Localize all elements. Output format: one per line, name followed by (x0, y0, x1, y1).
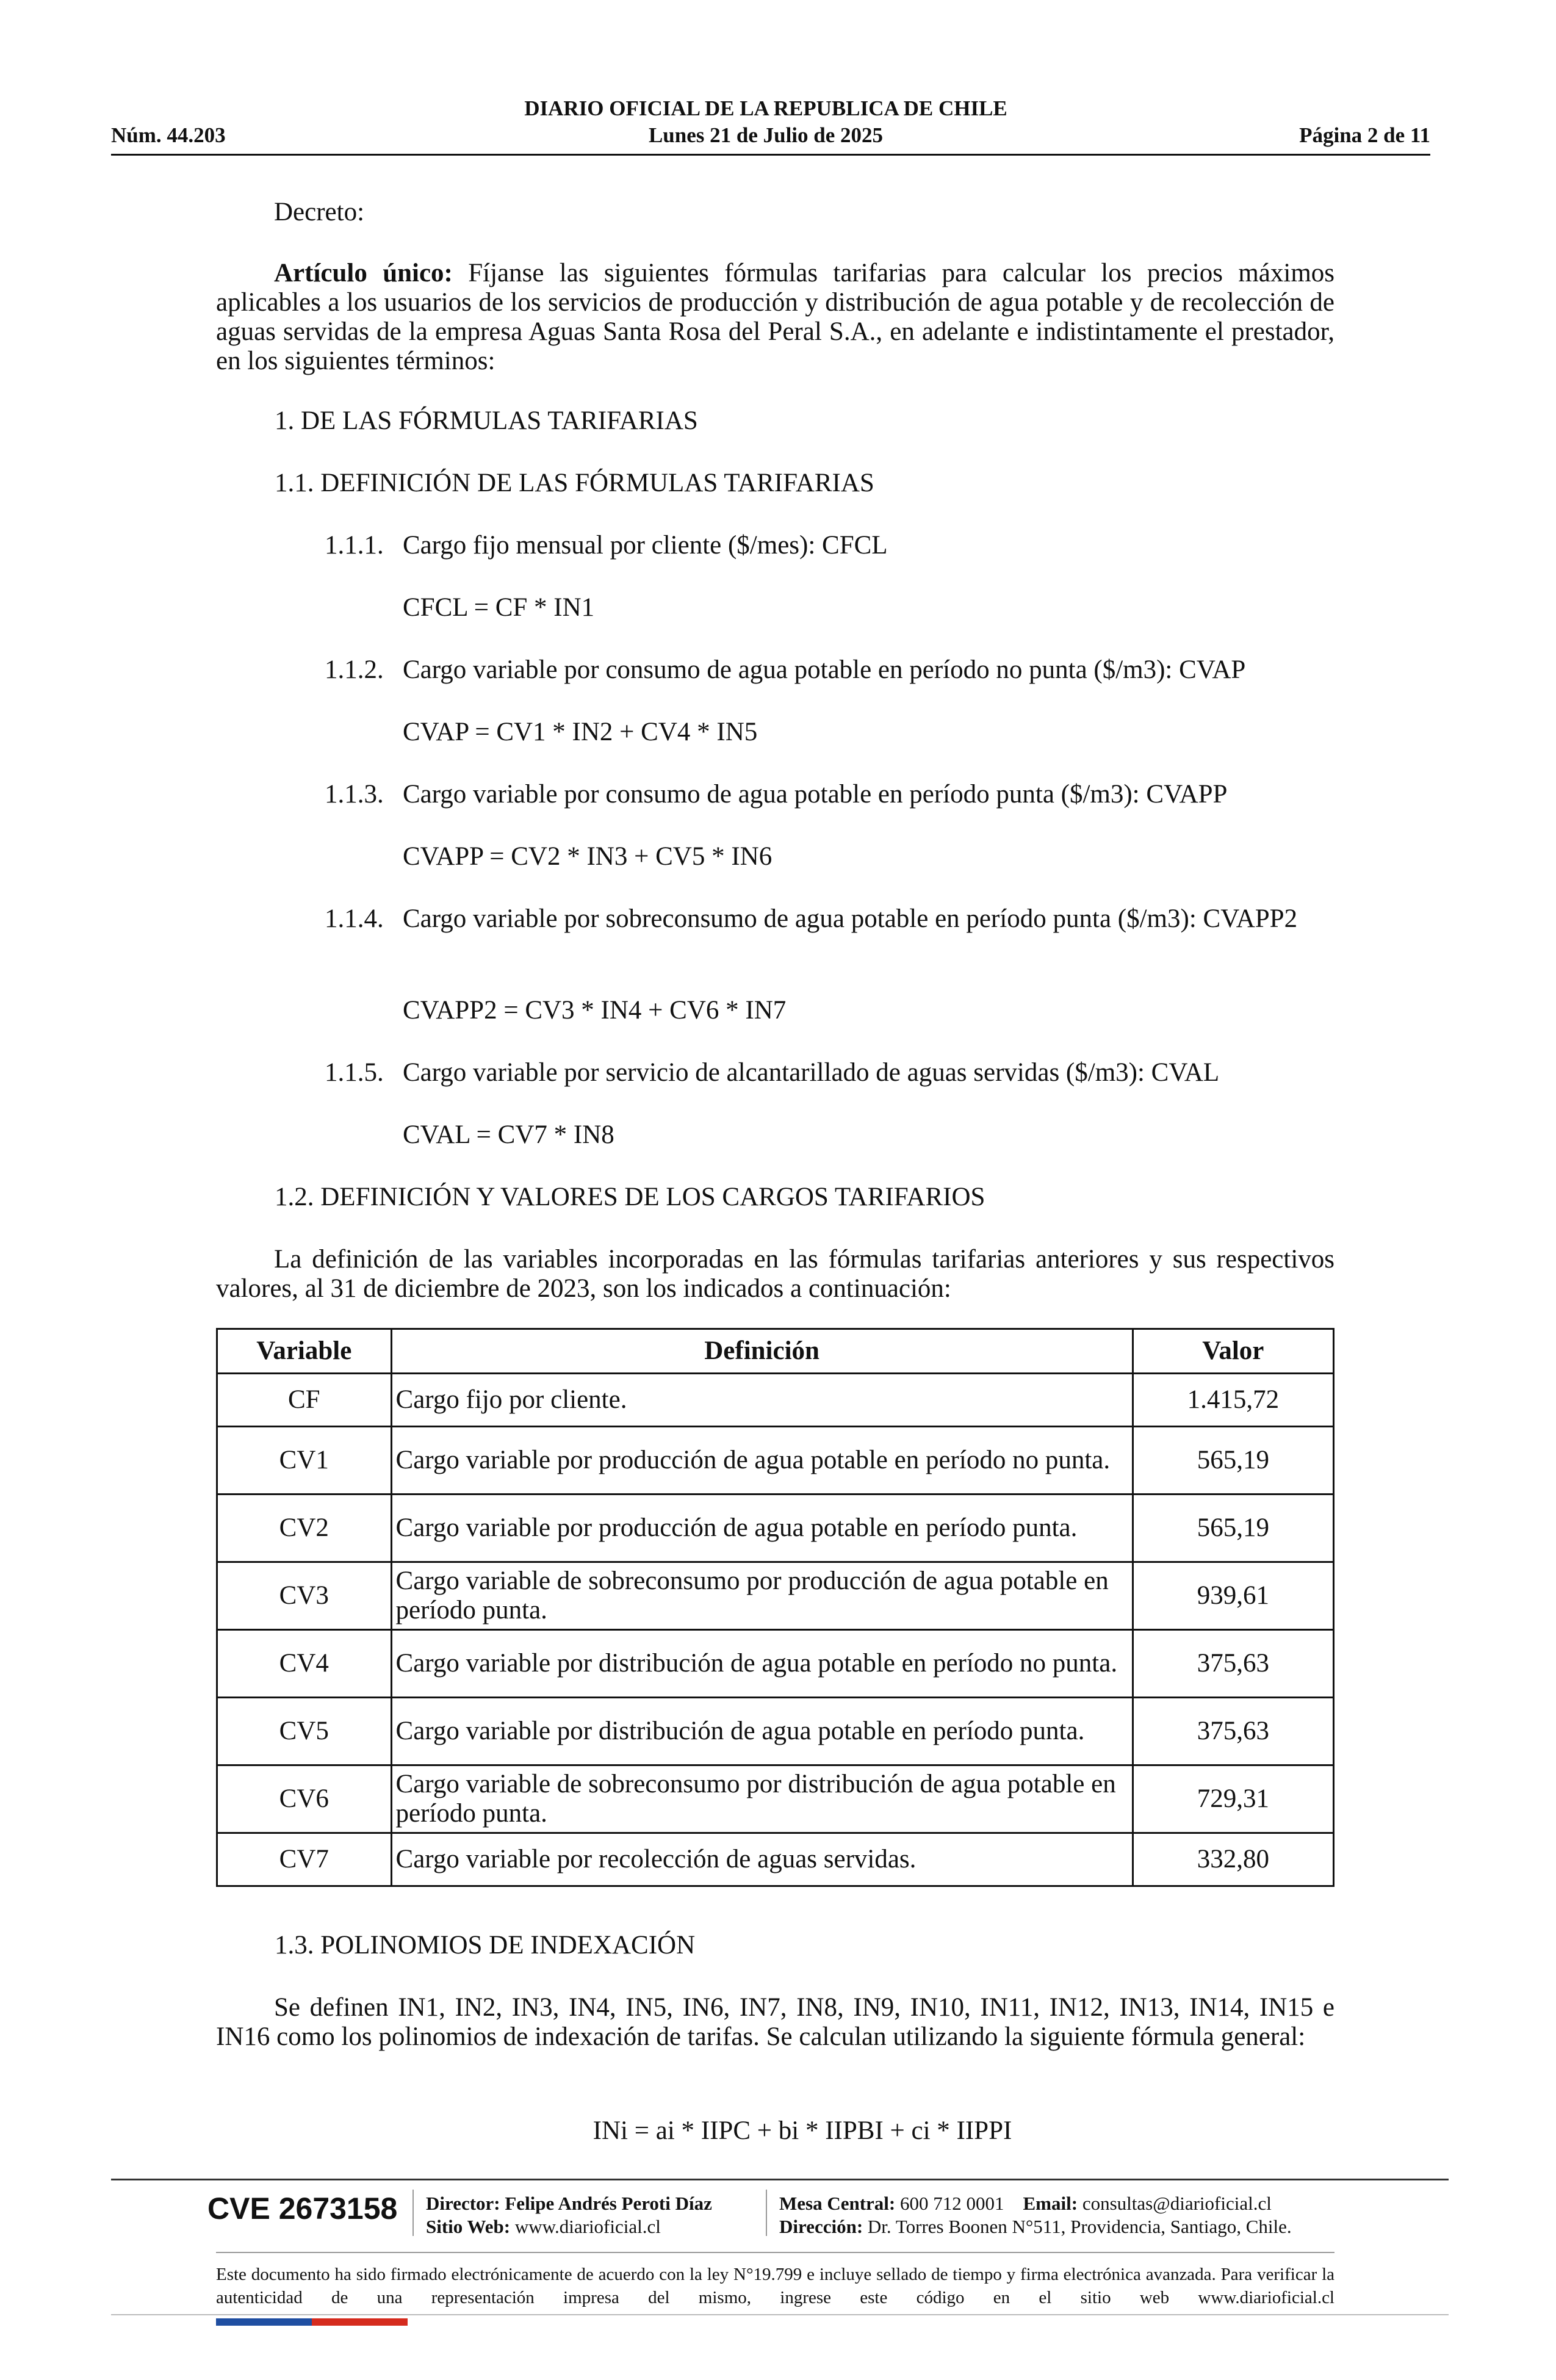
footer-director (426, 2192, 712, 2215)
formula-equation: CVAL = CV7 * IN8 (403, 1120, 614, 1149)
column-header-variable: Variable (217, 1329, 392, 1374)
paragraph-1-2: La definición de las variables incorporadas en las fórmulas tarifarias anteriores y sus respectivos valores, al 31 de diciembre de 2023, son los indicados a continuación: (216, 1245, 1334, 1303)
table-row (217, 1495, 1334, 1562)
footer-separator (766, 2190, 767, 2236)
cell-definicion: Cargo variable de sobreconsumo por distribución de agua potable en período punta. (391, 1765, 1133, 1833)
section-heading-1-1: 1.1. DEFINICIÓN DE LAS FÓRMULAS TARIFARIAS (275, 469, 874, 497)
header-divider (111, 154, 1430, 156)
cell-variable: CV4 (217, 1630, 392, 1698)
footer-inner-divider (216, 2252, 1334, 2253)
footer-director-block (426, 2192, 712, 2238)
formula-description: Cargo fijo mensual por cliente ($/mes): CFCL (403, 531, 888, 560)
table-header-row (217, 1329, 1334, 1374)
newspaper-title: DIARIO OFICIAL DE LA REPUBLICA DE CHILE (524, 96, 1007, 120)
paragraph-1-3: Se definen IN1, IN2, IN3, IN4, IN5, IN6, IN7, IN8, IN9, IN10, IN11, IN12, IN13, IN14, IN15 e IN16 como los polinomios de indexación de tarifas. Se calculan utilizando la siguiente fórmula general: (216, 1993, 1334, 2051)
issue-number: Núm. 44.203 (111, 123, 226, 147)
section-heading-1-2: 1.2. DEFINICIÓN Y VALORES DE LOS CARGOS TARIFARIOS (275, 1183, 985, 1211)
cell-definicion: Cargo variable por producción de agua potable en período no punta. (391, 1427, 1133, 1495)
footer-website (426, 2215, 712, 2238)
cell-variable: CV5 (217, 1698, 392, 1765)
cell-variable: CF (217, 1374, 392, 1427)
footer-contact (779, 2192, 1292, 2215)
email-link[interactable]: consultas@diarioficial.cl (1078, 2193, 1272, 2214)
flag-stripe-blue (216, 2318, 312, 2326)
cell-variable: CV6 (217, 1765, 392, 1833)
formula-equation: CVAPP = CV2 * IN3 + CV5 * IN6 (403, 842, 773, 871)
address-text: Dr. Torres Boonen N°511, Providencia, Santiago, Chile. (863, 2216, 1292, 2237)
table-row (217, 1427, 1334, 1495)
formula-number: 1.1.2. (325, 655, 384, 684)
cell-valor: 375,63 (1133, 1630, 1333, 1698)
website-label: Sitio Web: (426, 2216, 511, 2237)
issue-date: Lunes 21 de Julio de 2025 (648, 123, 884, 147)
section-heading-1: 1. DE LAS FÓRMULAS TARIFARIAS (275, 406, 698, 435)
articulo-text: Fíjanse las siguientes fórmulas tarifarias para calcular los precios máximos aplicables a los usuarios de los servicios de producción y distribución de agua potable y de recolección de aguas servidas de la empresa Aguas Santa Rosa del Peral S.A., en adelante e indistintamente el prestador, en los siguientes términos: (216, 259, 1334, 375)
decreto-label: Decreto: (274, 198, 365, 226)
table-row (217, 1630, 1334, 1698)
cell-definicion: Cargo variable por distribución de agua potable en período punta. (391, 1698, 1133, 1765)
table-row (217, 1765, 1334, 1833)
signature-notice: Este documento ha sido firmado electrónicamente de acuerdo con la ley N°19.799 e incluye sellado de tiempo y firma electrónica avanzada. Para verificar la autenticidad de una representación impresa del mismo, ingrese este código en el sitio web www.diarioficial.cl (216, 2265, 1334, 2307)
formula-number: 1.1.5. (325, 1058, 384, 1087)
formula-number: 1.1.3. (325, 780, 384, 809)
page-number: Página 2 de 11 (1299, 123, 1430, 147)
formula-number: 1.1.1. (325, 531, 384, 560)
column-header-definicion: Definición (391, 1329, 1133, 1374)
cell-definicion: Cargo variable por producción de agua potable en período punta. (391, 1495, 1133, 1562)
formula-equation: CVAPP2 = CV3 * IN4 + CV6 * IN7 (403, 996, 787, 1025)
cell-valor: 332,80 (1133, 1833, 1333, 1886)
formula-equation: CFCL = CF * IN1 (403, 593, 595, 622)
mesa-label: Mesa Central: (779, 2193, 896, 2214)
formula-description: Cargo variable por servicio de alcantarillado de aguas servidas ($/m3): CVAL (403, 1058, 1220, 1087)
cell-valor: 729,31 (1133, 1765, 1333, 1833)
website-link[interactable]: www.diarioficial.cl (510, 2216, 661, 2237)
formula-description: Cargo variable por sobreconsumo de agua potable en período punta ($/m3): CVAPP2 (403, 904, 1298, 933)
cell-definicion: Cargo variable de sobreconsumo por producción de agua potable en período punta. (391, 1562, 1133, 1630)
table-row (217, 1562, 1334, 1630)
articulo-lead: Artículo único: (274, 259, 453, 287)
email-label: Email: (1023, 2193, 1078, 2214)
formula-equation: CVAP = CV1 * IN2 + CV4 * IN5 (403, 718, 758, 746)
table-row (217, 1698, 1334, 1765)
formula-number: 1.1.4. (325, 904, 384, 933)
column-header-valor: Valor (1133, 1329, 1333, 1374)
table-row (217, 1374, 1334, 1427)
address-label: Dirección: (779, 2216, 863, 2237)
footer-address (779, 2215, 1292, 2238)
cell-variable: CV1 (217, 1427, 392, 1495)
cell-valor: 375,63 (1133, 1698, 1333, 1765)
articulo-paragraph (216, 259, 1334, 376)
footer-bottom-divider (111, 2314, 1449, 2315)
cve-code: CVE 2673158 (207, 2191, 398, 2226)
mesa-phone: 600 712 0001 (895, 2193, 1004, 2214)
cell-definicion: Cargo variable por distribución de agua potable en período no punta. (391, 1630, 1133, 1698)
formula-description: Cargo variable por consumo de agua potable en período no punta ($/m3): CVAP (403, 655, 1246, 684)
general-formula: INi = ai * IIPC + bi * IIPBI + ci * IIPPI (593, 2116, 1012, 2145)
footer-separator (412, 2190, 414, 2236)
cell-definicion: Cargo variable por recolección de aguas servidas. (391, 1833, 1133, 1886)
formula-description: Cargo variable por consumo de agua potable en período punta ($/m3): CVAPP (403, 780, 1228, 809)
footer-contact-block (779, 2192, 1292, 2238)
director-label: Director: (426, 2193, 500, 2214)
footer-divider (111, 2179, 1449, 2180)
cell-valor: 565,19 (1133, 1495, 1333, 1562)
cell-valor: 939,61 (1133, 1562, 1333, 1630)
cell-valor: 1.415,72 (1133, 1374, 1333, 1427)
cell-variable: CV3 (217, 1562, 392, 1630)
flag-stripe-red (312, 2318, 408, 2326)
director-name: Felipe Andrés Peroti Díaz (500, 2193, 712, 2214)
section-heading-1-3: 1.3. POLINOMIOS DE INDEXACIÓN (275, 1931, 696, 1960)
tariff-table (216, 1328, 1334, 1887)
table-row (217, 1833, 1334, 1886)
cell-variable: CV2 (217, 1495, 392, 1562)
cell-definicion: Cargo fijo por cliente. (391, 1374, 1133, 1427)
cell-valor: 565,19 (1133, 1427, 1333, 1495)
cell-variable: CV7 (217, 1833, 392, 1886)
